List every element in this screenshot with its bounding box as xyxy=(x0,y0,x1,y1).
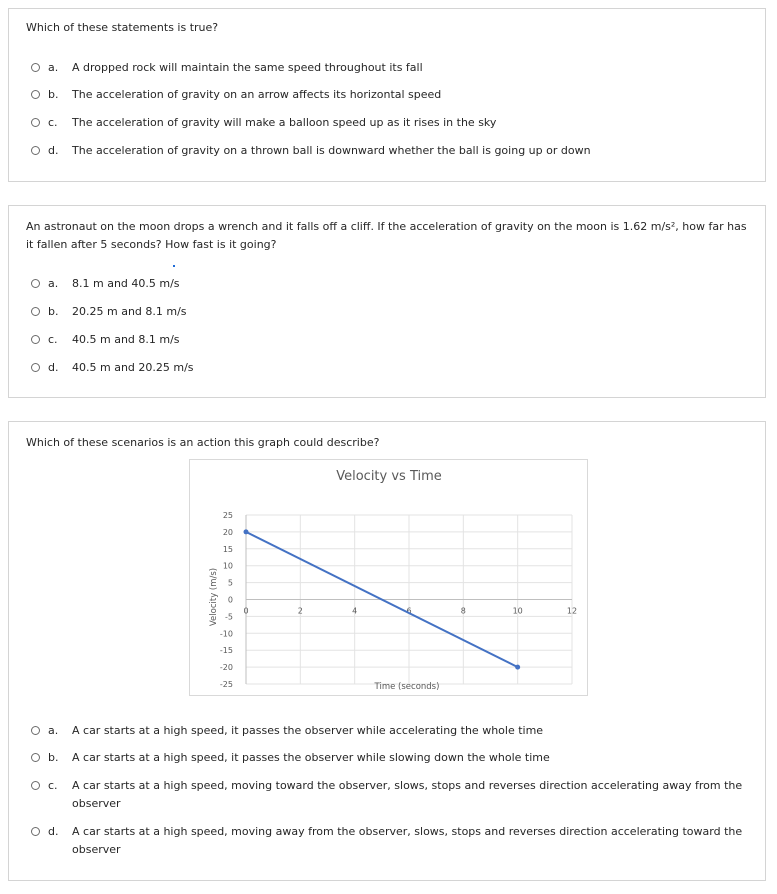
question-3-card xyxy=(8,421,766,881)
data-point xyxy=(515,665,520,670)
velocity-time-chart xyxy=(189,459,588,696)
x-tick-label: 12 xyxy=(566,606,578,616)
chart-title: Velocity vs Time xyxy=(336,469,442,484)
option-text: 20.25 m and 8.1 m/s xyxy=(72,305,187,318)
q3-option-c[interactable] xyxy=(31,777,747,813)
question-1-card xyxy=(8,8,766,182)
radio-button-icon[interactable] xyxy=(31,363,40,372)
option-text: A dropped rock will maintain the same speed throughout its fall xyxy=(72,61,423,74)
q2-option-c[interactable] xyxy=(31,331,747,349)
radio-button-icon[interactable] xyxy=(31,726,40,735)
y-tick-label: 10 xyxy=(222,561,233,571)
y-tick-label: -10 xyxy=(219,629,233,639)
option-text: The acceleration of gravity on an arrow affects its horizontal speed xyxy=(72,88,442,101)
radio-button-icon[interactable] xyxy=(31,307,40,316)
option-text: A car starts at a high speed, it passes the observer while slowing down the whole time xyxy=(72,751,550,764)
y-axis-label: Velocity (m/s) xyxy=(209,567,219,627)
q1-option-d[interactable] xyxy=(31,142,747,160)
question-2-prompt: An astronaut on the moon drops a wrench and it falls off a cliff. If the acceleration of gravity on the moon is 1.62 m/s², how far has it fallen after 5 seconds? How fast is it going? xyxy=(26,220,747,251)
radio-button-icon[interactable] xyxy=(31,146,40,155)
y-tick-label: -25 xyxy=(219,680,233,689)
q1-option-c[interactable] xyxy=(31,114,747,132)
question-3-prompt: Which of these scenarios is an action this graph could describe? xyxy=(26,436,380,449)
option-letter: d. xyxy=(48,144,59,157)
option-text: The acceleration of gravity on a thrown ball is downward whether the ball is going up or down xyxy=(72,144,591,157)
option-text: The acceleration of gravity will make a balloon speed up as it rises in the sky xyxy=(72,116,497,129)
x-tick-label: 6 xyxy=(406,606,412,616)
x-tick-label: 8 xyxy=(460,606,466,616)
y-tick-label: -5 xyxy=(225,612,233,622)
radio-button-icon[interactable] xyxy=(31,279,40,288)
option-text: A car starts at a high speed, moving toward the observer, slows, stops and reverses direction accelerating away from the observer xyxy=(72,779,743,810)
option-letter: d. xyxy=(48,825,59,838)
x-tick-label: 4 xyxy=(352,606,358,616)
y-tick-label: 15 xyxy=(222,544,233,554)
y-tick-label: 20 xyxy=(222,527,233,537)
option-text: A car starts at a high speed, moving away from the observer, slows, stops and reverses direction accelerating toward the observer xyxy=(72,825,743,856)
option-letter: a. xyxy=(48,61,59,74)
q3-option-d[interactable] xyxy=(31,823,747,859)
radio-button-icon[interactable] xyxy=(31,335,40,344)
option-text: 40.5 m and 20.25 m/s xyxy=(72,361,194,374)
question-1-prompt: Which of these statements is true? xyxy=(26,21,219,34)
radio-button-icon[interactable] xyxy=(31,118,40,127)
q2-option-a[interactable] xyxy=(31,275,747,293)
radio-button-icon[interactable] xyxy=(31,781,40,790)
chart-canvas xyxy=(190,460,587,695)
option-letter: c. xyxy=(48,116,58,129)
option-letter: d. xyxy=(48,361,59,374)
option-letter: b. xyxy=(48,305,59,318)
q2-option-b[interactable] xyxy=(31,303,747,321)
option-text: A car starts at a high speed, it passes the observer while accelerating the whole time xyxy=(72,724,544,737)
option-letter: a. xyxy=(48,277,59,290)
q3-option-b[interactable] xyxy=(31,749,747,767)
option-letter: a. xyxy=(48,724,59,737)
y-tick-label: 5 xyxy=(227,578,233,588)
radio-button-icon[interactable] xyxy=(31,827,40,836)
y-tick-label: -15 xyxy=(219,646,233,656)
y-tick-label: -20 xyxy=(219,663,233,673)
option-letter: c. xyxy=(48,779,58,792)
option-text: 40.5 m and 8.1 m/s xyxy=(72,333,180,346)
radio-button-icon[interactable] xyxy=(31,753,40,762)
x-tick-label: 10 xyxy=(512,606,523,616)
q2-option-d[interactable] xyxy=(31,359,747,377)
option-text: 8.1 m and 40.5 m/s xyxy=(72,277,180,290)
y-tick-label: 0 xyxy=(227,595,233,605)
q1-option-a[interactable] xyxy=(31,59,747,77)
data-point xyxy=(244,529,249,534)
option-letter: b. xyxy=(48,88,59,101)
y-tick-label: 25 xyxy=(222,511,233,520)
option-letter: b. xyxy=(48,751,59,764)
x-tick-label: 2 xyxy=(297,606,303,616)
question-2-card xyxy=(8,205,766,398)
q1-option-b[interactable] xyxy=(31,86,747,104)
option-letter: c. xyxy=(48,333,58,346)
x-axis-label: Time (seconds) xyxy=(374,682,440,692)
x-tick-label: 0 xyxy=(243,606,249,616)
radio-button-icon[interactable] xyxy=(31,63,40,72)
cursor-dot xyxy=(173,265,175,267)
q3-option-a[interactable] xyxy=(31,722,747,740)
radio-button-icon[interactable] xyxy=(31,90,40,99)
